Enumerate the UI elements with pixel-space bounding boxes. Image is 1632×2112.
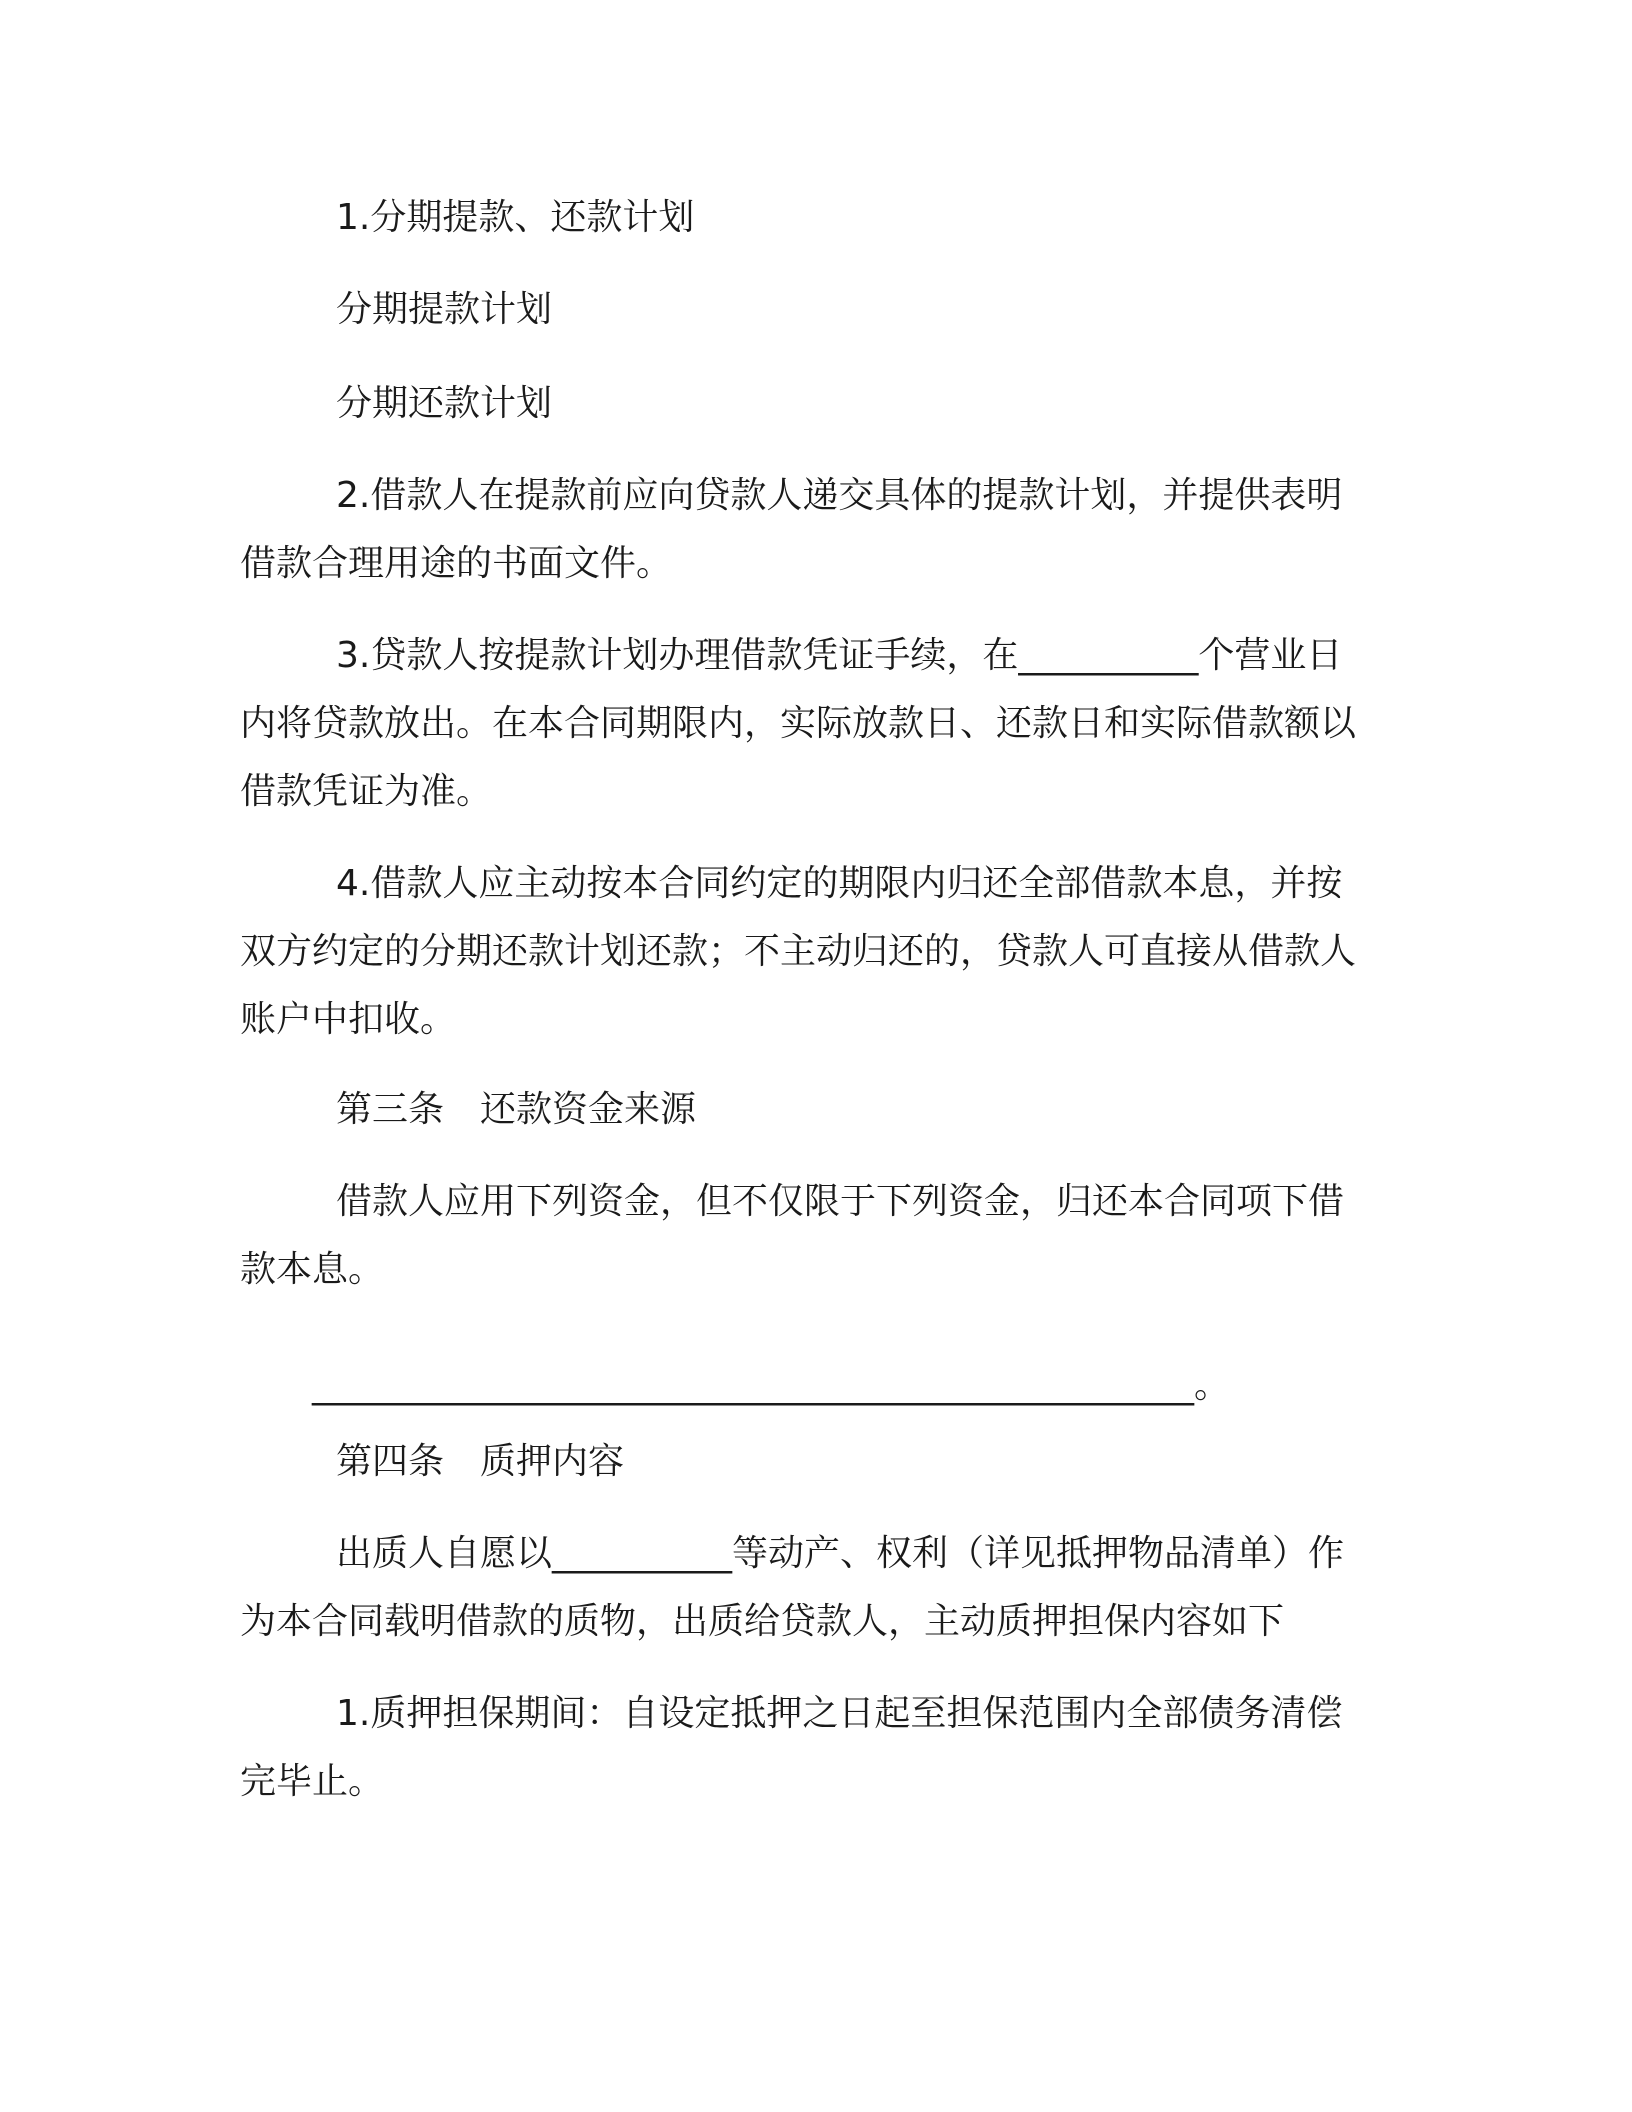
section-item-4: 4.借款人应主动按本合同约定的期限内归还全部借款本息，并按双方约定的分期还款计划还款；不主动归还的，贷款人可直接从借款人账户中扣收。 — [240, 863, 1357, 1040]
article-4-heading: 第四条 质押内容 — [336, 1441, 625, 1482]
withdrawal-plan-label: 分期提款计划 — [336, 289, 553, 330]
section-item-1: 1.分期提款、还款计划 — [336, 197, 695, 238]
article-3-body: 借款人应用下列资金，但不仅限于下列资金，归还本合同项下借款本息。 — [240, 1181, 1345, 1290]
pledge-period-item: 1.质押担保期间：自设定抵押之日起至担保范围内全部债务清偿完毕止。 — [240, 1693, 1343, 1802]
fill-in-blank-line: _________________________________________________。 — [312, 1365, 1230, 1406]
article-4-body: 出质人自愿以__________等动产、权利（详见抵押物品清单）作为本合同载明借款的质物，出质给贷款人，主动质押担保内容如下 — [240, 1533, 1345, 1642]
article-3-heading: 第三条 还款资金来源 — [336, 1089, 697, 1130]
repayment-plan-label: 分期还款计划 — [336, 383, 553, 424]
section-item-3: 3.贷款人按提款计划办理借款凭证手续，在__________个营业日内将贷款放出。在本合同期限内，实际放款日、还款日和实际借款额以借款凭证为准。 — [240, 635, 1357, 812]
section-item-2: 2.借款人在提款前应向贷款人递交具体的提款计划，并提供表明借款合理用途的书面文件。 — [240, 475, 1343, 584]
